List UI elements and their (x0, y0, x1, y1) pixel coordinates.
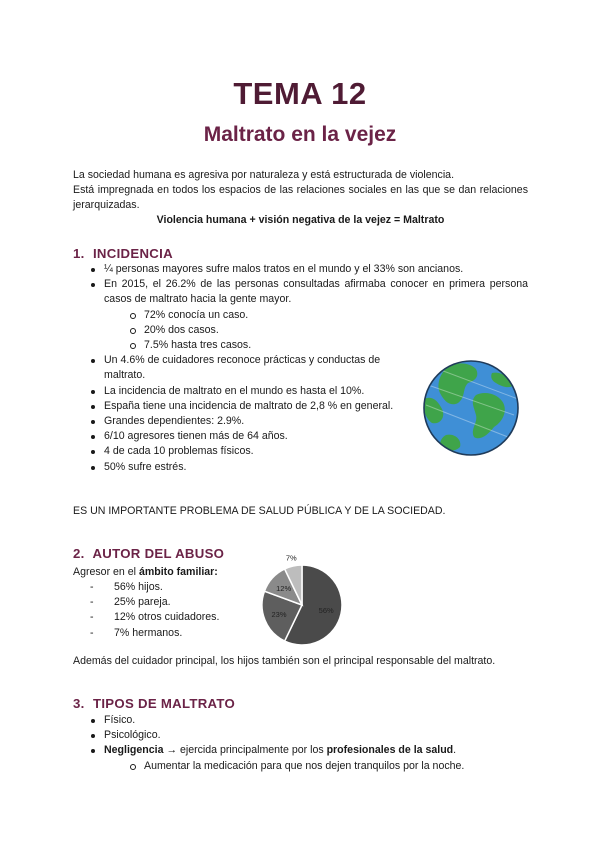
list-item: Físico. (88, 713, 528, 728)
section-2-list (88, 580, 258, 641)
neg-text: ejercida principalmente por los (179, 744, 327, 757)
section-2-title: AUTOR DEL ABUSO (92, 546, 225, 561)
page-title: TEMA 12 (233, 76, 367, 111)
section-2-number: 2. (73, 546, 85, 561)
section-3-heading (73, 696, 235, 711)
section-2-note: Además del cuidador principal, los hijos también son el principal responsable del maltrato. (73, 655, 496, 667)
list-item: Grandes dependientes: 2.9%. (88, 414, 406, 429)
globe-illustration (418, 355, 524, 461)
list-item: ¼ personas mayores sufre malos tratos en el mundo y el 33% son ancianos. (88, 262, 528, 277)
lead-prefix: Agresor en el (73, 566, 139, 578)
pie-chart (250, 550, 360, 650)
neg-end: . (453, 744, 457, 757)
sub-list-item: 7.5% hasta tres casos. (128, 338, 528, 353)
sub-list-item: Aumentar la medicación para que nos dejen tranquilos por la noche. (128, 759, 528, 774)
list-item: - 25% pareja. (88, 595, 258, 610)
list-item: - 56% hijos. (88, 580, 258, 595)
list-item: 4 de cada 10 problemas físicos. (88, 444, 406, 459)
intro-line-1: La sociedad humana es agresiva por naturaleza y está estructurada de violencia. (73, 169, 455, 181)
list-item: España tiene una incidencia de maltrato de 2,8 % en general. (88, 399, 406, 414)
section-1-title: INCIDENCIA (92, 246, 173, 261)
list-item: En 2015, el 26.2% de las personas consultadas afirmaba conocer en primera persona casos de maltrato hacia la gente mayor. (88, 277, 528, 307)
section-2-heading (73, 546, 224, 561)
section-3-title: TIPOS DE MALTRATO (92, 696, 236, 711)
pie-label: 12% (276, 583, 292, 593)
section-1-heading (73, 246, 173, 261)
list-item: - 7% hermanos. (88, 626, 258, 641)
list-item: 6/10 agresores tienen más de 64 años. (88, 429, 406, 444)
list-item: Un 4.6% de cuidadores reconoce prácticas y conductas de maltrato. (88, 353, 406, 383)
neg-bold: Negligencia (104, 744, 164, 757)
lead-bold: ámbito familiar: (138, 566, 218, 578)
sub-list-item: 20% dos casos. (128, 323, 528, 338)
pie-label: 7% (285, 553, 297, 563)
section-2-lead (73, 565, 218, 580)
neg-arrow: → (163, 744, 180, 757)
section-1-conclusion: ES UN IMPORTANTE PROBLEMA DE SALUD PÚBLICA Y DE LA SOCIEDAD. (73, 505, 446, 517)
list-item: Psicológico. (88, 728, 528, 743)
neg-bold-2: profesionales de la salud (326, 744, 454, 757)
pie-label: 23% (271, 609, 287, 619)
sub-list-item: 72% conocía un caso. (128, 308, 528, 323)
list-item: La incidencia de maltrato en el mundo es hasta el 10%. (88, 384, 406, 399)
section-3-list (88, 713, 528, 774)
section-1-number: 1. (73, 246, 85, 261)
list-item: - 12% otros cuidadores. (88, 610, 258, 625)
intro (73, 168, 528, 228)
page-subtitle: Maltrato en la vejez (203, 123, 397, 146)
list-item-negligencia (88, 743, 528, 758)
section-3-number: 3. (73, 696, 85, 711)
intro-formula: Violencia humana + visión negativa de la vejez = Maltrato (156, 214, 445, 226)
pie-label: 56% (318, 606, 334, 616)
intro-line-2: Está impregnada en todos los espacios de las relaciones sociales en las que se dan relaciones jerarquizadas. (73, 184, 528, 211)
list-item: 50% sufre estrés. (88, 460, 406, 475)
